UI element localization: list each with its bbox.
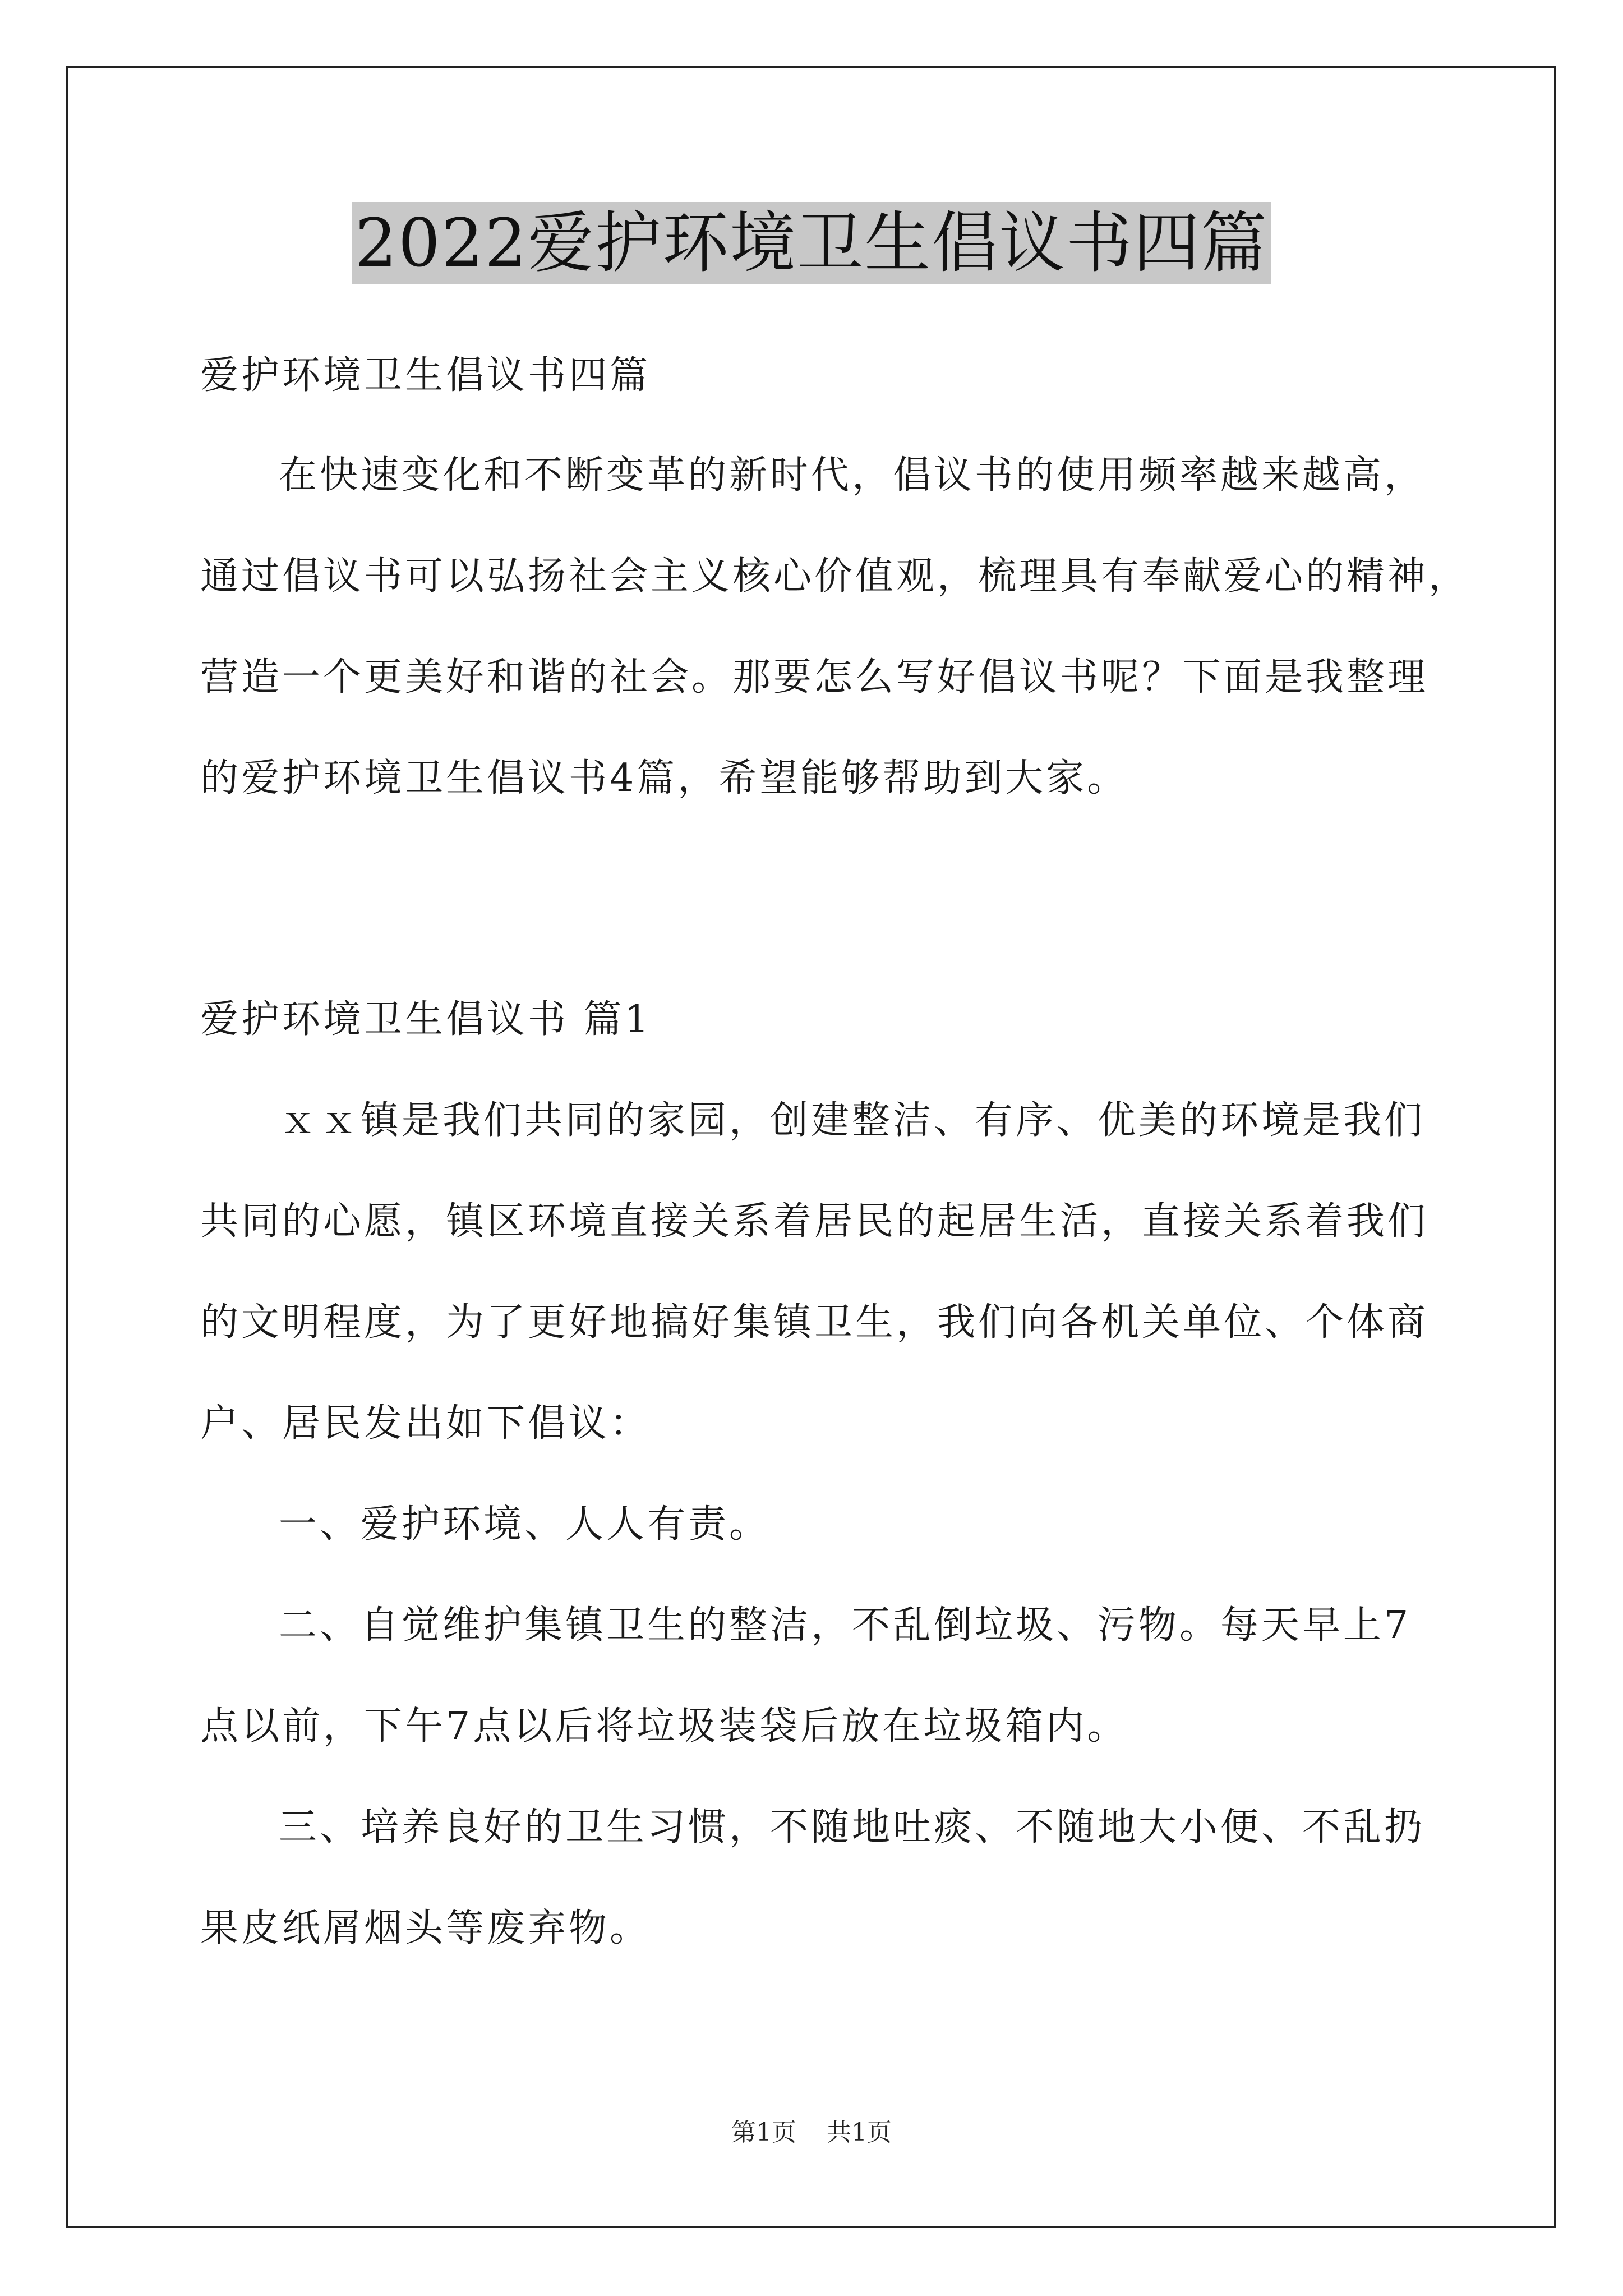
intro-line: 营造一个更美好和谐的社会。那要怎么写好倡议书呢？下面是我整理 <box>200 655 1429 700</box>
body-line: 点以前，下午7点以后将垃圾装袋后放在垃圾箱内。 <box>200 1704 1128 1749</box>
page-total: 共1页 <box>827 2118 892 2147</box>
body-line: 户、居民发出如下倡议： <box>200 1401 651 1446</box>
subtitle: 爱护环境卫生倡议书四篇 <box>200 353 651 398</box>
page-number: 第1页 <box>731 2118 796 2147</box>
body-line: 二、自觉维护集镇卫生的整洁，不乱倒垃圾、污物。每天早上7 <box>279 1603 1412 1648</box>
body-line: 共同的心愿，镇区环境直接关系着居民的起居生活，直接关系着我们 <box>200 1199 1429 1244</box>
title-container <box>0 202 1623 284</box>
body-line: 三、培养良好的卫生习惯，不随地吐痰、不随地大小便、不乱扔 <box>279 1805 1426 1849</box>
page-footer <box>0 2112 1623 2148</box>
intro-line: 在快速变化和不断变革的新时代，倡议书的使用频率越来越高， <box>279 453 1426 498</box>
body-line: 一、爱护环境、人人有责。 <box>279 1502 771 1547</box>
intro-line: 通过倡议书可以弘扬社会主义核心价值观，梳理具有奉献爱心的精神， <box>200 554 1470 599</box>
intro-line: 的爱护环境卫生倡议书4篇，希望能够帮助到大家。 <box>200 756 1128 800</box>
document-title: 2022爱护环境卫生倡议书四篇 <box>352 202 1271 284</box>
body-line: 的文明程度，为了更好地搞好集镇卫生，我们向各机关单位、个体商 <box>200 1300 1429 1345</box>
body-line: 果皮纸屑烟头等废弃物。 <box>200 1906 651 1950</box>
section-heading: 爱护环境卫生倡议书 篇1 <box>200 997 652 1042</box>
body-line: ｘｘ镇是我们共同的家园，创建整洁、有序、优美的环境是我们 <box>279 1098 1426 1143</box>
